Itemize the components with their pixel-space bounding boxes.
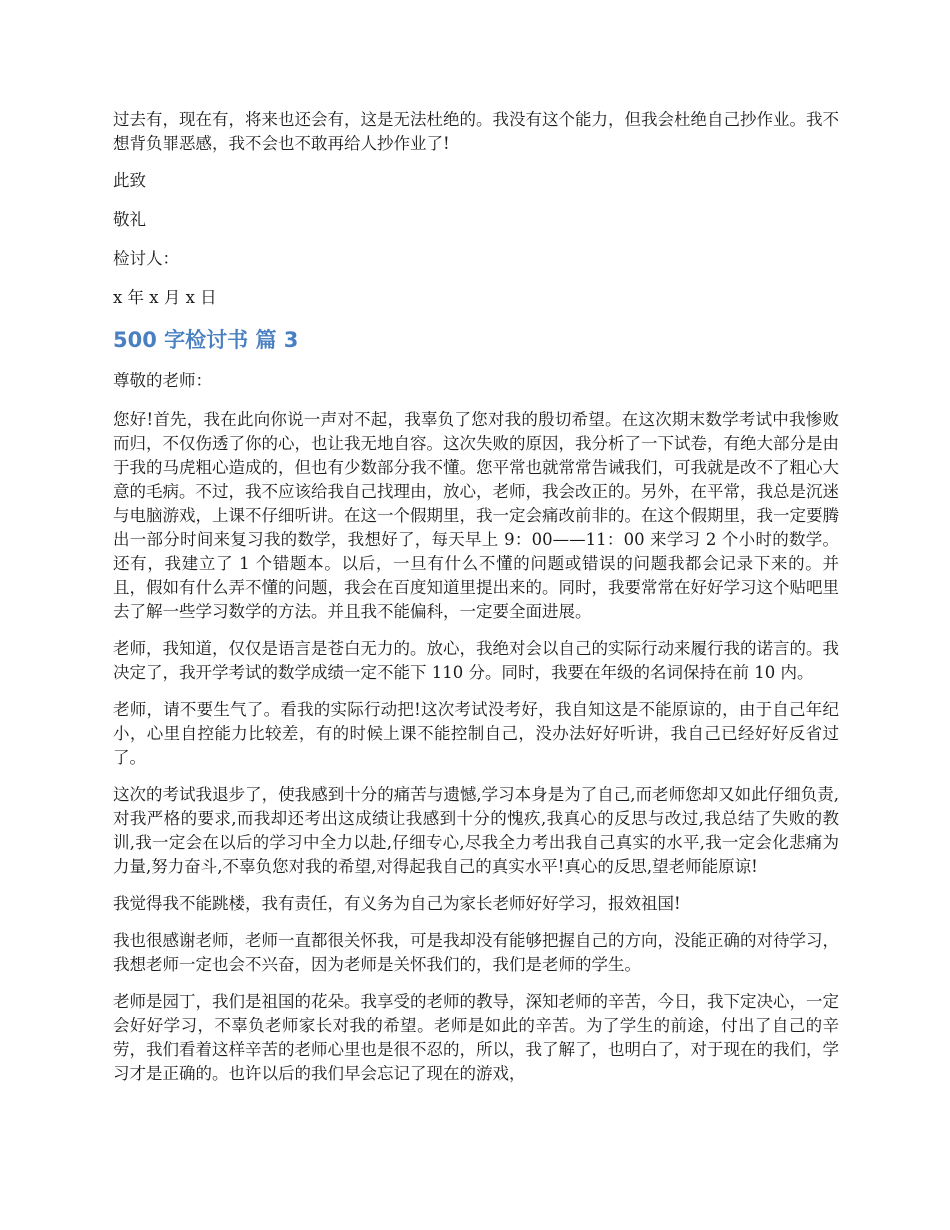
section-heading: 500 字检讨书 篇 3 [113,328,299,352]
salutation: 尊敬的老师： [113,371,212,390]
body-paragraph: 老师是园丁，我们是祖国的花朵。我享受的老师的教导，深知老师的辛苦，今日，我下定决心，一定会好好学习，不辜负老师家长对我的希望。老师是如此的辛苦。为了学生的前途，付出了自己的辛劳，我们看着这样辛苦的老师心里也是很不忍的，所以，我了解了，也明白了，对于现在的我们，学习才是正确的。也许以后的我们早会忘记了现在的游戏， [113,992,839,1083]
top-paragraph: 过去有，现在有，将来也还会有，这是无法杜绝的。我没有这个能力，但我会杜绝自己抄作业。我不想背负罪恶感，我不会也不敢再给人抄作业了! [113,110,839,153]
closing-line-2: 敬礼 [113,210,146,229]
body-paragraph: 您好!首先，我在此向你说一声对不起，我辜负了您对我的殷切希望。在这次期末数学考试中我惨败而归，不仅伤透了你的心，也让我无地自容。这次失败的原因，我分析了一下试卷，有绝大部分是由于我的马虎粗心造成的，但也有少数部分我不懂。您平常也就常常告诫我们，可我就是改不了粗心大意的毛病。不过，我不应该给我自己找理由，放心，老师，我会改正的。另外，在平常，我总是沉迷与电脑游戏，上课不仔细听讲。在这一个假期里，我一定会痛改前非的。在这个假期里，我一定要腾出一部分时间来复习我的数学，我想好了，每天早上 9：00——11：00 来学习 2 个小时的数学。还有，我建立了 1 个错题本。以后，一旦有什么不懂的问题或错误的问题我都会记录下来的。并且，假如有什么弄不懂的问题，我会在百度知道里提出来的。同时，我要常常在好好学习这个贴吧里去了解一些学习数学的方法。并且我不能偏科，一定要全面进展。 [113,410,839,621]
signer-label: 检讨人： [113,249,179,268]
body-paragraph: 老师，请不要生气了。看我的实际行动把!这次考试没考好，我自知这是不能原谅的，由于自己年纪小，心里自控能力比较差，有的时候上课不能控制自己，没办法好好听讲，我自己已经好好反省过了。 [113,700,839,767]
body-paragraph: 老师，我知道，仅仅是语言是苍白无力的。放心，我绝对会以自己的实际行动来履行我的诺言的。我决定了，我开学考试的数学成绩一定不能下 110 分。同时，我要在年级的名词保持在前 10 内。 [113,639,839,682]
body-paragraph: 我觉得我不能跳楼，我有责任，有义务为自己为家长老师好好学习，报效祖国! [113,894,681,913]
closing-line-1: 此致 [113,171,146,190]
body-paragraph: 这次的考试我退步了，使我感到十分的痛苦与遗憾,学习本身是为了自己,而老师您却又如此仔细负责,对我严格的要求,而我却还考出这成绩让我感到十分的愧疚,我真心的反思与改过,我总结了失败的教训,我一定会在以后的学习中全力以赴,仔细专心,尽我全力考出我自己真实的水平,我一定会化悲痛为力量,努力奋斗,不辜负您对我的希望,对得起我自己的真实水平!真心的反思,望老师能原谅! [113,785,839,876]
document-page [113,108,839,1099]
date-line: x 年 x 月 x 日 [113,288,217,307]
body-paragraph: 我也很感谢老师，老师一直都很关怀我，可是我却没有能够把握自己的方向，没能正确的对待学习，我想老师一定也会不兴奋，因为老师是关怀我们的，我们是老师的学生。 [113,931,839,974]
